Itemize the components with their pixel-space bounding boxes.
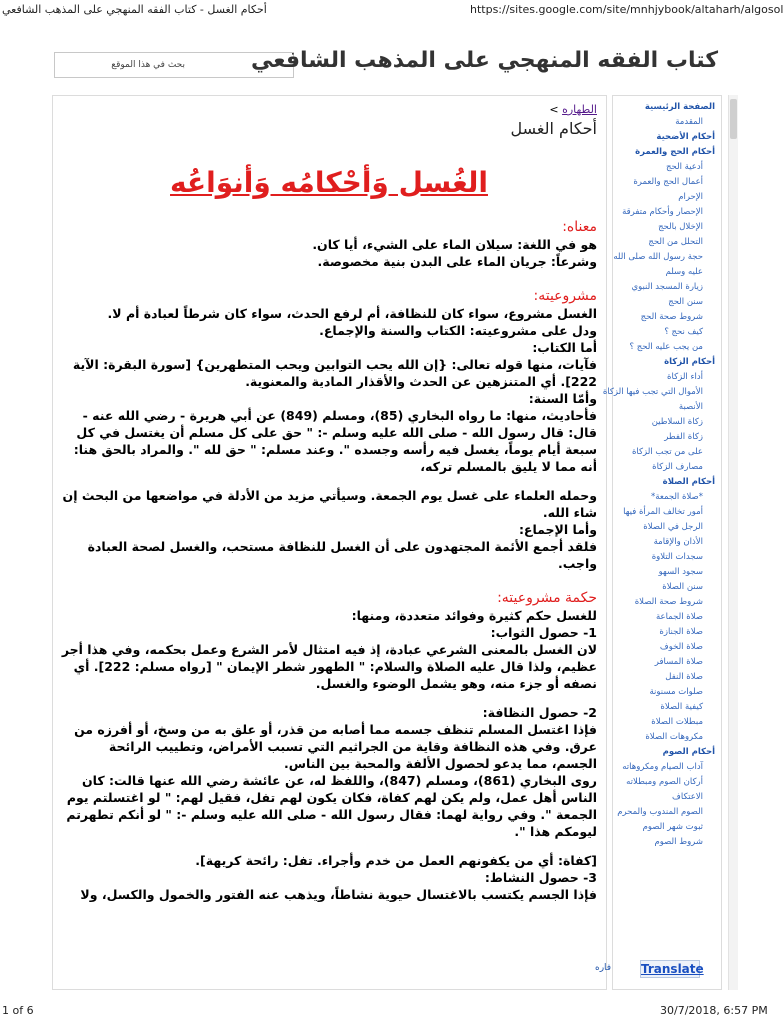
sidebar-item[interactable]: شروط الصوم [654,837,703,847]
paragraph: ودل على مشروعيته: الكتاب والسنة والإجماع. [319,323,597,338]
sidebar-item[interactable]: صلاة الجماعة [655,612,703,622]
sidebar-item[interactable]: أعمال الحج والعمرة [633,177,703,187]
sidebar-item[interactable]: الأنصبة [678,402,703,412]
paragraph: 2- حصول النظافة: [482,705,597,720]
spacer [61,572,597,584]
sidebar-list [602,96,721,854]
browser-page-title: أحكام الغسل - كتاب الفقه المنهجي على المذهب الشافعي [2,3,267,16]
sidebar-item[interactable]: شروط صحة الحج [640,312,703,322]
print-page-count: 1 of 6 [2,1004,34,1017]
sidebar-item[interactable]: الصفحة الرئيسية [644,102,715,112]
paragraph: فآيات، منها قوله تعالى: {إن الله يحب التوابين ويحب المتطهرين} [سورة البقرة: الآية 222]. أي المتنزهين عن الحدث والأقذار المادية والمعنوية. [72,357,597,389]
sidebar-item[interactable]: أداء الزكاة [667,372,703,382]
paragraph: [كفاة: أي من يكفونهم العمل من خدم وأجراء. تفل: رائحة كريهة]. [195,853,597,868]
section-heading: مشروعيته: [533,288,597,304]
sidebar-item[interactable]: صلاة المسافر [654,657,703,667]
spacer [61,475,597,487]
sidebar-item[interactable]: آداب الصيام ومكروهاته [622,762,703,772]
sidebar-item[interactable]: سنن الصلاة [662,582,703,592]
sidebar-item[interactable]: أدعية الحج [666,162,703,172]
paragraph: وشرعاً: جريان الماء على البدن بنية مخصوصة. [317,254,597,269]
sidebar-item[interactable]: صلوات مسنونة [649,687,703,697]
paragraph: لان الغسل بالمعنى الشرعي عبادة، إذ فيه امتثال لأمر الشرع وعمل بحكمه، وفي هذا أجر عظيم، ولذا قال عليه الصلاة والسلام: " الطهور شطر الإيمان " [رواه مسلم: 222]. أي نصفه أو جزء منه، وهو يشمل الوضوء والغسل. [61,642,597,691]
sidebar-item[interactable]: أحكام الأضحية [656,132,715,142]
paragraph: وحمله العلماء على غسل يوم الجمعة. وسيأتي مزيد من الأدلة في مواضعها من البحث إن شاء الله. [62,488,597,520]
sidebar-item[interactable]: من يجب عليه الحج ؟ [629,342,703,352]
sidebar-item[interactable]: أحكام الزكاة [664,357,715,367]
sidebar-item[interactable]: أركان الصوم ومبطلاته [626,777,703,787]
sidebar-item[interactable]: زيارة المسجد النبوي [631,282,703,292]
sidebar-item[interactable]: الرجل في الصلاة [643,522,703,532]
sidebar-item[interactable]: أحكام الحج والعمرة [635,147,715,157]
sidebar-item[interactable]: كيفية الصلاة [660,702,703,712]
paragraph: فإذا الجسم يكتسب بالاغتسال حيوية نشاطاً، ويذهب عنه الفتور والخمول والكسل، ولا [80,887,597,902]
sidebar-item[interactable]: الإخلال بالحج [658,222,703,232]
main-content-panel [52,95,607,990]
sidebar-item[interactable]: الأموال التي تجب فيها الزكاة [602,387,703,397]
translate-button[interactable]: Translate [641,962,704,976]
sidebar-item[interactable]: ثبوت شهر الصوم [642,822,703,832]
paragraph: وأمّا السنة: [528,391,597,406]
sidebar-item[interactable]: التحلل من الحج [648,237,703,247]
breadcrumb-link[interactable]: الطهاره [562,103,597,116]
article-body [61,219,597,903]
sidebar-item[interactable]: أحكام الصوم [662,747,715,757]
sidebar-item[interactable]: شروط صحة الصلاة [634,597,703,607]
sidebar-item[interactable]: حجة رسول الله صلى الله [613,252,703,262]
browser-url[interactable]: https://sites.google.com/site/mnhjybook/altaharh/algosol [470,3,783,16]
paragraph: أما الكتاب: [532,340,597,355]
site-title[interactable]: كتاب الفقه المنهجي على المذهب الشافعي [250,48,718,73]
paragraph: الغسل مشروع، سواء كان للنظافة، أم لرفع الحدث، سواء كان شرطاً لعبادة أم لا. [107,306,597,321]
sidebar-item[interactable]: مبطلات الصلاة [651,717,703,727]
sidebar-item[interactable]: أحكام الصلاة [662,477,715,487]
sidebar-item[interactable]: الاعتكاف [672,792,703,802]
section-heading: حكمة مشروعيته: [497,590,597,606]
sidebar-item[interactable]: مصارف الزكاة [652,462,703,472]
sidebar-item[interactable]: صلاة الجنازة [659,627,703,637]
sidebar-item[interactable]: زكاة السلاطين [651,417,703,427]
paragraph: وأما الإجماع: [518,522,597,537]
paragraph: روى البخاري (861)، ومسلم (847)، واللفظ له، عن عائشة رضي الله عنها قالت: كان الناس أهل عمل، ولم يكن لهم كفاة، فكان يكون لهم تفل، فقيل لهم: " لو اغتسلتم يوم الجمعة ". وفي رواية لهما: فقال رسول الله - صلى الله عليه وسلم -: " لو أنكم تطهرتم ليومكم هذا ". [66,773,597,839]
sidebar-item[interactable]: أمور تخالف المرأة فيها [623,507,703,517]
section-heading: معناه: [562,219,597,235]
browser-print-header [0,0,783,20]
paragraph: فأحاديث، منها: ما رواه البخاري (85)، ومسلم (849) عن أبي هريرة - رضي الله عنه - قال: قال رسول الله - صلى الله عليه وسلم -: " حق على كل مسلم أن يغتسل في كل سبعة أيام يوماً، يغسل فيه رأسه وجسده ". وعند مسلم: " حق لله ". والمراد بالحق هنا: أنه مما لا يليق بالمسلم تركه، [73,408,597,474]
site-search-input[interactable]: بحث في هذا الموقع [54,52,294,78]
paragraph: 1- حصول الثواب: [490,625,597,640]
paragraph: 3- حصول النشاط: [484,870,597,885]
print-timestamp: 30/7/2018, 6:57 PM [660,1004,768,1017]
sidebar-item[interactable]: صلاة الخوف [659,642,703,652]
sidebar-item[interactable]: عليه وسلم [665,267,703,277]
sidebar-item[interactable]: سجدات التلاوة [651,552,703,562]
sidebar-item[interactable]: *صلاة الجمعة* [651,492,703,502]
page-title: أحكام الغسل [510,119,597,138]
sidebar-item[interactable]: سجود السهو [658,567,703,577]
scrollbar[interactable] [728,95,738,990]
sidebar-item[interactable]: على من تجب الزكاة [631,447,703,457]
spacer [61,692,597,704]
spacer [61,270,597,282]
sidebar-item[interactable]: صلاة النفل [665,672,703,682]
paragraph: فلقد أجمع الأئمة المجتهدون على أن الغسل للنظافة مستحب، والغسل لصحة العبادة واجب. [87,539,597,571]
sidebar-item[interactable]: المقدمة [675,117,703,127]
scrollbar-thumb[interactable] [730,99,737,139]
sidebar-item[interactable]: مكروهات الصلاة [645,732,703,742]
paragraph: هو في اللغة: سيلان الماء على الشيء، أيا كان. [312,237,597,252]
sidebar-item[interactable]: الإحصار وأحكام متفرقة [622,207,703,217]
paragraph: فإذا اغتسل المسلم تنظف جسمه مما أصابه من قذر، أو علق به من وسخ، أو أفرزه من عرق. وفي هذه النظافة وقاية من الجراثيم التي تسبب الأمراض، وتطييب الرائحة الجسم، مما يدعو لحصول الألفة والمحبة بين الناس. [74,722,597,771]
spacer [61,840,597,852]
paragraph: للغسل حكم كثيرة وفوائد متعددة، ومنها: [351,608,597,623]
article-title: الغُسل وَأحْكامُه وَأنوَاعُه [170,166,488,199]
breadcrumb [61,101,597,118]
sidebar-item[interactable]: سنن الحج [668,297,703,307]
article-content [61,96,597,903]
sidebar-item[interactable]: الإحرام [678,192,703,202]
sidebar-item-fragment[interactable]: فاره [595,963,612,973]
sidebar-item[interactable]: كيف نحج ؟ [664,327,703,337]
breadcrumb-separator: > [549,103,563,116]
sidebar-item[interactable]: الأذان والإقامة [653,537,703,547]
sidebar-item[interactable]: زكاة الفطر [664,432,703,442]
sidebar-item[interactable]: الصوم المندوب والمحرم [617,807,703,817]
